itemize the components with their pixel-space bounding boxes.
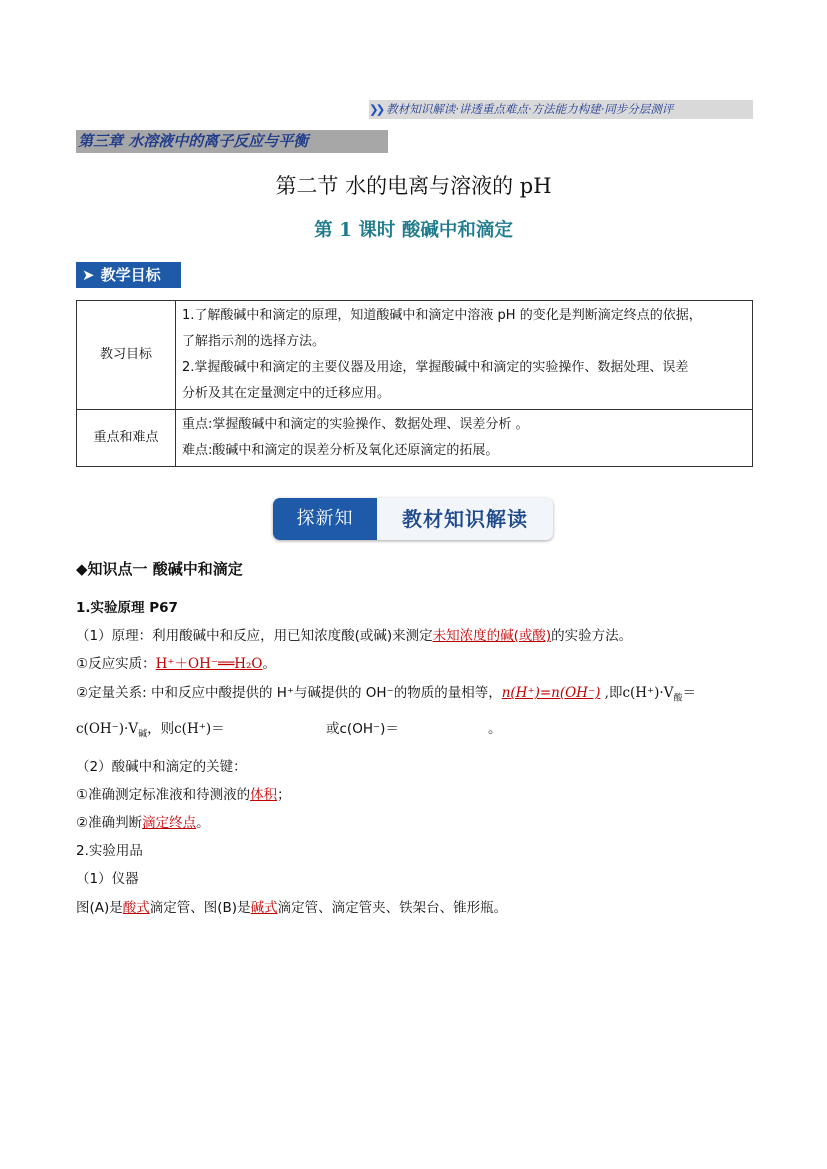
table-row [77,301,753,410]
period: 。 [488,721,502,737]
text: 。 [196,815,210,831]
text: 滴定管、滴定管夹、铁架台、锥形瓶。 [277,900,508,916]
row-head: 重点和难点 [77,410,176,467]
section-title: 第二节 水的电离与溶液的 pH [275,174,552,198]
text: ②定量关系: 中和反应中酸提供的 H⁺与碱提供的 OH⁻的物质的量相等， [76,685,502,701]
chapter-title [76,130,388,153]
paragraph [76,652,276,672]
goals-table [76,300,753,467]
row-line: 重点:掌握酸碱中和滴定的实验操作、数据处理、误差分析 。 [182,417,529,432]
row-body [176,301,753,410]
knowledge-point-title: ◆知识点一 酸碱中和滴定 [76,560,243,578]
text: ； [277,787,291,803]
answer-text: 酸式 [122,900,150,916]
answer-text: H⁺＋OH⁻══H₂O [155,656,263,672]
paragraph [76,896,507,916]
row-line: 难点:酸碱中和滴定的误差分析及氧化还原滴定的拓展。 [182,443,499,458]
text: ,即c(H⁺)·V [600,685,674,701]
row-line: 了解指示剂的选择方法。 [182,334,326,349]
paragraph [76,783,291,803]
row-line: 分析及其在定量测定中的迁移应用。 [182,386,391,401]
arrow-right-icon: ➤ [82,266,95,284]
paragraph: （2）酸碱中和滴定的关键： [76,759,247,775]
goals-tag-label: 教学目标 [100,266,161,284]
table-row [77,410,753,467]
text: 。 [262,656,276,672]
answer-text: 未知浓度的碱(或酸) [432,628,552,644]
row-body [176,410,753,467]
banner-right: 教材知识解读 [402,507,528,531]
paragraph [76,717,225,740]
text: 滴定管、图(B)是 [149,900,251,916]
answer-text: 体积 [250,787,278,803]
text: 图(A)是 [76,900,123,916]
subscript: 酸 [673,693,683,704]
text: ②准确判断 [76,815,143,831]
answer-text: 碱式 [250,900,278,916]
subsection-title: 2.实验用品 [76,843,143,859]
paragraph: （1）仪器 [76,871,139,887]
lesson-title: 第 1 课时 酸碱中和滴定 [314,220,513,241]
formula-blank: 或c(OH⁻)＝ [326,721,399,737]
text: ＝ [682,685,696,701]
chapter-text: 第三章 水溶液中的离子反应与平衡 [78,132,309,150]
goals-tag [76,262,181,288]
double-chevron-icon: ❯❯ [369,102,383,116]
text: ，则c(H⁺)＝ [147,721,225,737]
row-line: 1.了解酸碱中和滴定的原理，知道酸碱中和滴定中溶液 pH 的变化是判断滴定终点的依据， [182,308,702,323]
header-ribbon [369,100,753,119]
paragraph [76,624,632,644]
text: c(OH⁻)·V [76,721,139,737]
answer-text: n(H⁺)=n(OH⁻) [501,685,601,701]
paragraph [76,681,696,704]
ribbon-text: 教材知识解读·讲透重点难点·方法能力构建·同步分层测评 [386,102,674,116]
paragraph [76,811,210,831]
text: ①反应实质： [76,656,156,672]
text: 的实验方法。 [551,628,633,644]
section-banner [273,498,553,540]
row-head: 教习目标 [77,301,176,410]
text: ①准确测定标准液和待测液的 [76,787,251,803]
subscript: 碱 [138,729,148,740]
answer-text: 滴定终点 [142,815,197,831]
text: （1）原理：利用酸碱中和反应，用已知浓度酸(或碱)来测定 [76,628,433,644]
subsection-title: 1.实验原理 P67 [76,600,178,616]
row-line: 2.掌握酸碱中和滴定的主要仪器及用途，掌握酸碱中和滴定的实验操作、数据处理、误差 [182,360,689,375]
banner-left: 探新知 [273,498,377,540]
